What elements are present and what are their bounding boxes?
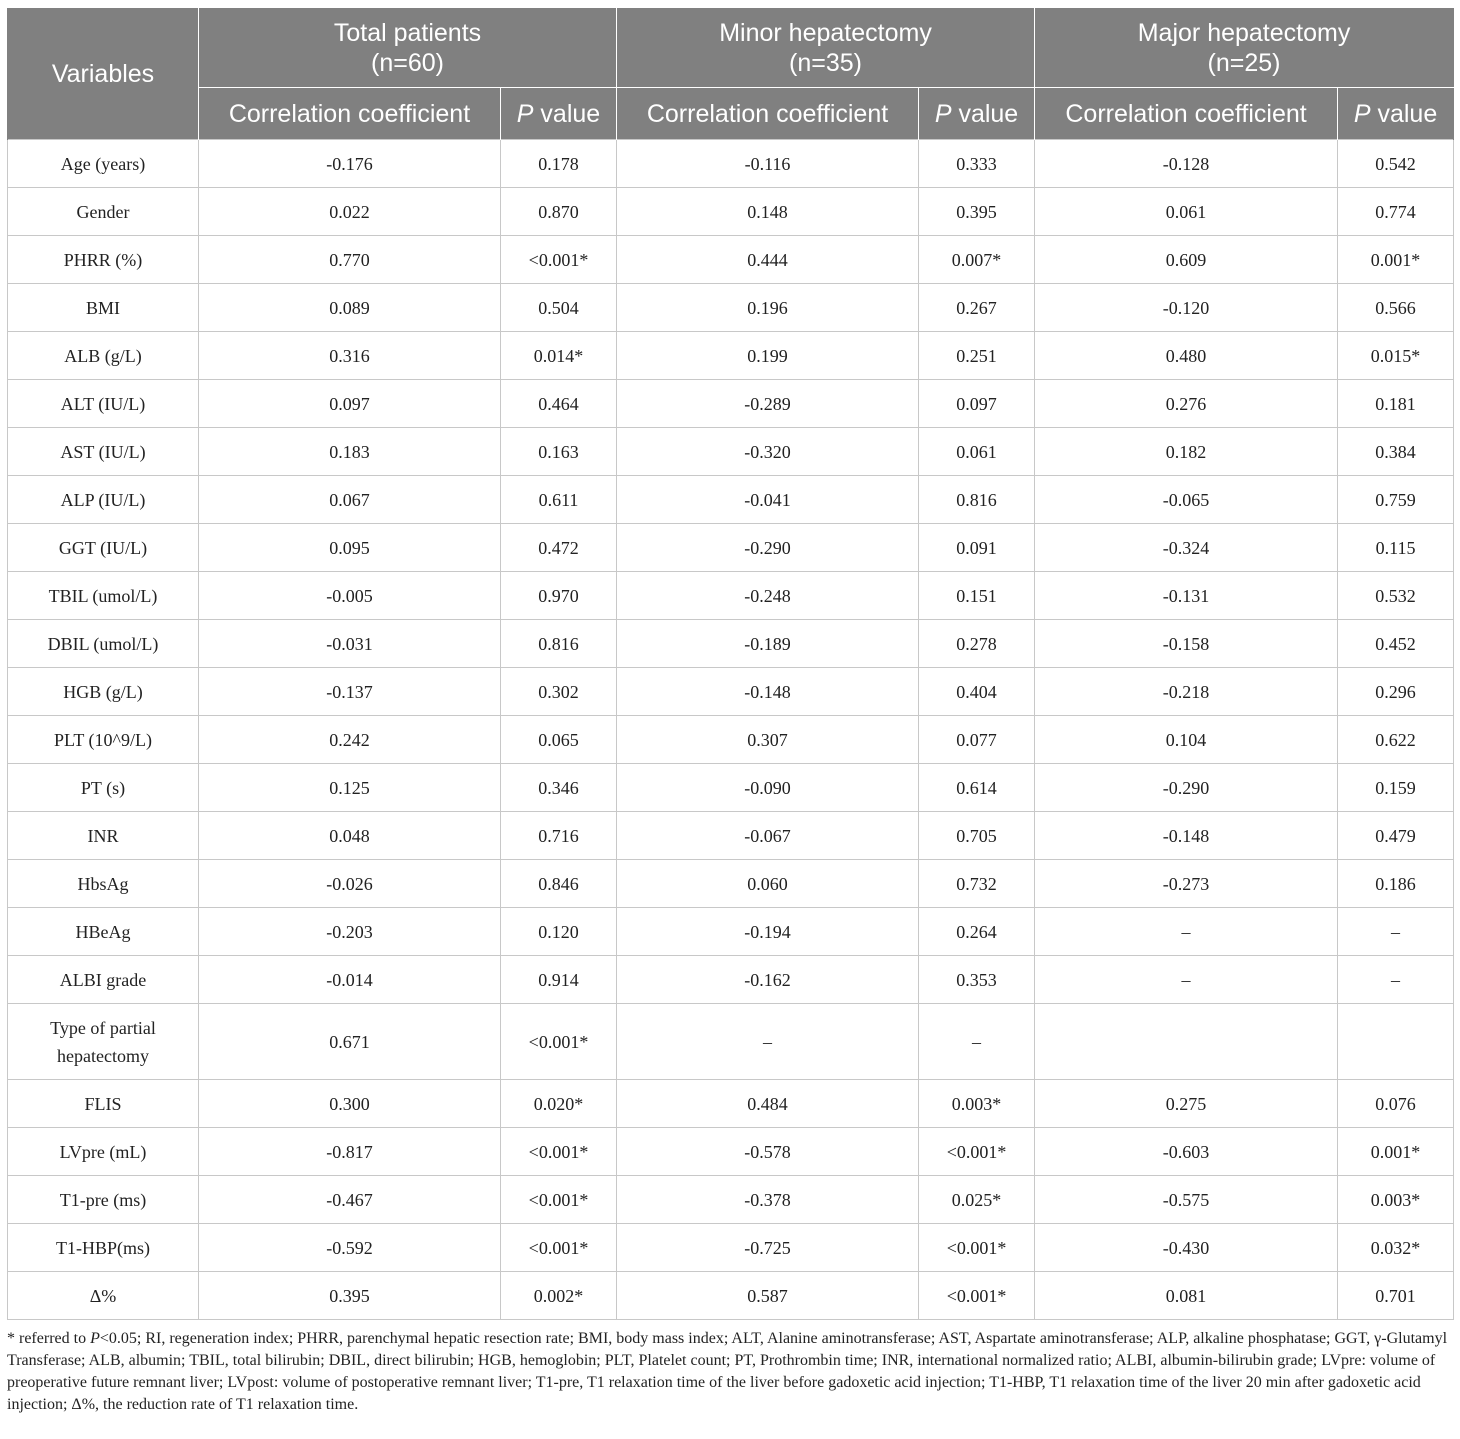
cell-p-value: 0.251 [919,332,1035,380]
row-variable: FLIS [8,1080,199,1128]
cell-p-value: 0.914 [501,956,617,1004]
p-rest: value [533,99,601,128]
cell-p-value: 0.120 [501,908,617,956]
cell-correlation: 0.300 [199,1080,501,1128]
cell-p-value: 0.701 [1338,1272,1454,1320]
cell-correlation: -0.176 [199,140,501,188]
cell-correlation: -0.324 [1035,524,1338,572]
cell-p-value: <0.001* [501,1176,617,1224]
row-variable: LVpre (mL) [8,1128,199,1176]
cell-correlation: -0.817 [199,1128,501,1176]
cell-correlation: -0.131 [1035,572,1338,620]
cell-p-value: 0.464 [501,380,617,428]
cell-p-value: 0.025* [919,1176,1035,1224]
cell-p-value: <0.001* [501,236,617,284]
cell-correlation: 0.089 [199,284,501,332]
cell-p-value: 0.003* [1338,1176,1454,1224]
group-n: (n=25) [1207,48,1281,77]
cell-correlation: 0.242 [199,716,501,764]
table-row [8,1272,1454,1320]
row-variable: Age (years) [8,140,199,188]
header-variables: Variables [8,8,199,140]
cell-correlation: 0.097 [199,380,501,428]
cell-p-value: 0.333 [919,140,1035,188]
header-group-total [199,8,617,88]
row-variable: ALB (g/L) [8,332,199,380]
cell-correlation: -0.378 [617,1176,919,1224]
cell-p-value: 0.774 [1338,188,1454,236]
table-row [8,1224,1454,1272]
cell-p-value: 0.077 [919,716,1035,764]
cell-correlation: 0.199 [617,332,919,380]
cell-correlation: 0.048 [199,812,501,860]
table-row [8,380,1454,428]
cell-p-value: 0.622 [1338,716,1454,764]
cell-correlation: 0.183 [199,428,501,476]
cell-p-value: 0.001* [1338,1128,1454,1176]
header-group-minor [617,8,1035,88]
cell-p-value: 0.020* [501,1080,617,1128]
row-variable: DBIL (umol/L) [8,620,199,668]
cell-correlation: 0.307 [617,716,919,764]
cell-correlation: -0.041 [617,476,919,524]
footnote-prefix: * referred to [7,1330,91,1347]
table-row [8,908,1454,956]
cell-correlation: -0.575 [1035,1176,1338,1224]
cell-correlation: -0.189 [617,620,919,668]
row-variable: TBIL (umol/L) [8,572,199,620]
p-rest: value [951,99,1019,128]
cell-correlation: 0.770 [199,236,501,284]
table-row [8,1004,1454,1080]
correlation-table [7,8,1454,1320]
cell-correlation: -0.026 [199,860,501,908]
cell-p-value: 0.611 [501,476,617,524]
row-variable: T1-HBP(ms) [8,1224,199,1272]
cell-p-value: <0.001* [501,1004,617,1080]
cell-correlation: -0.116 [617,140,919,188]
cell-correlation: 0.022 [199,188,501,236]
row-variable: PHRR (%) [8,236,199,284]
cell-correlation: -0.578 [617,1128,919,1176]
cell-p-value: 0.404 [919,668,1035,716]
cell-p-value: 0.001* [1338,236,1454,284]
cell-correlation: -0.014 [199,956,501,1004]
cell-p-value: 0.065 [501,716,617,764]
cell-p-value: 0.732 [919,860,1035,908]
cell-p-value: 0.302 [501,668,617,716]
cell-correlation: -0.320 [617,428,919,476]
table-row [8,428,1454,476]
cell-correlation: -0.289 [617,380,919,428]
cell-correlation: -0.592 [199,1224,501,1272]
cell-p-value: 0.186 [1338,860,1454,908]
cell-correlation: 0.060 [617,860,919,908]
row-variable: HbsAg [8,860,199,908]
cell-correlation: -0.031 [199,620,501,668]
row-variable: GGT (IU/L) [8,524,199,572]
cell-p-value: 0.716 [501,812,617,860]
cell-p-value: 0.614 [919,764,1035,812]
cell-p-value: 0.151 [919,572,1035,620]
cell-correlation: 0.095 [199,524,501,572]
header-p-value [1338,88,1454,140]
header-p-value [919,88,1035,140]
cell-p-value: 0.163 [501,428,617,476]
cell-correlation: -0.090 [617,764,919,812]
table-row [8,860,1454,908]
cell-correlation: 0.104 [1035,716,1338,764]
table-row [8,1080,1454,1128]
table-row [8,524,1454,572]
cell-p-value: – [1338,956,1454,1004]
cell-correlation: 0.316 [199,332,501,380]
cell-p-value: 0.479 [1338,812,1454,860]
row-variable: ALBI grade [8,956,199,1004]
cell-correlation: -0.194 [617,908,919,956]
cell-p-value: 0.705 [919,812,1035,860]
cell-correlation: -0.218 [1035,668,1338,716]
cell-correlation: 0.444 [617,236,919,284]
cell-correlation: -0.137 [199,668,501,716]
cell-correlation: -0.065 [1035,476,1338,524]
cell-correlation: -0.290 [617,524,919,572]
cell-correlation: 0.587 [617,1272,919,1320]
cell-p-value: 0.097 [919,380,1035,428]
cell-correlation: 0.148 [617,188,919,236]
cell-p-value: 0.178 [501,140,617,188]
header-p-value [501,88,617,140]
row-variable: ALT (IU/L) [8,380,199,428]
cell-p-value: 0.816 [501,620,617,668]
cell-p-value: 0.870 [501,188,617,236]
cell-correlation: -0.248 [617,572,919,620]
cell-p-value: <0.001* [501,1128,617,1176]
row-variable: PT (s) [8,764,199,812]
row-variable: PLT (10^9/L) [8,716,199,764]
group-title: Minor hepatectomy [719,18,932,47]
group-title: Major hepatectomy [1137,18,1351,47]
cell-p-value: 0.566 [1338,284,1454,332]
table-row [8,332,1454,380]
cell-p-value: 0.015* [1338,332,1454,380]
table-row [8,764,1454,812]
cell-p-value: 0.296 [1338,668,1454,716]
p-italic: P [1353,99,1371,128]
cell-correlation: -0.273 [1035,860,1338,908]
group-n: (n=60) [371,48,444,77]
p-italic: P [516,99,534,128]
cell-p-value: 0.159 [1338,764,1454,812]
cell-correlation: -0.430 [1035,1224,1338,1272]
header-correlation-coefficient: Correlation coefficient [199,88,501,140]
group-title: Total patients [333,18,482,47]
cell-p-value: <0.001* [919,1272,1035,1320]
cell-correlation: 0.125 [199,764,501,812]
cell-p-value: 0.267 [919,284,1035,332]
cell-correlation: -0.203 [199,908,501,956]
cell-correlation: 0.484 [617,1080,919,1128]
cell-correlation: -0.005 [199,572,501,620]
table-body [8,140,1454,1320]
row-variable: T1-pre (ms) [8,1176,199,1224]
cell-p-value: <0.001* [919,1224,1035,1272]
cell-p-value: 0.091 [919,524,1035,572]
cell-correlation: -0.603 [1035,1128,1338,1176]
cell-p-value: 0.115 [1338,524,1454,572]
cell-p-value: <0.001* [501,1224,617,1272]
header-group-major [1035,8,1454,88]
cell-p-value: 0.014* [501,332,617,380]
cell-p-value: 0.542 [1338,140,1454,188]
cell-p-value: 0.353 [919,956,1035,1004]
cell-correlation: 0.182 [1035,428,1338,476]
cell-correlation: 0.067 [199,476,501,524]
cell-p-value: 0.395 [919,188,1035,236]
cell-p-value: 0.032* [1338,1224,1454,1272]
cell-correlation: -0.128 [1035,140,1338,188]
table-row [8,572,1454,620]
header-correlation-coefficient: Correlation coefficient [1035,88,1338,140]
footnote-text: <0.05; RI, regeneration index; PHRR, parenchymal hepatic resection rate; BMI, body mass index; ALT, Alanine aminotransferase; AST, Aspartate aminotransferase; ALP, alkaline phosphatase; GGT, γ-Glutamyl Transferase; ALB, albumin; TBIL, total bilirubin; DBIL, direct bilirubin; HGB, hemoglobin; PLT, Platelet count; PT, Prothrombin time; INR, international normalized ratio; ALBI, albumin-bilirubin grade; LVpre: volume of preoperative future remnant liver; LVpost: volume of postoperative remnant liver; T1-pre, T1 relaxation time of the liver before gadoxetic acid injection; T1-HBP, T1 relaxation time of the liver 20 min after gadoxetic acid injection; Δ%, the reduction rate of T1 relaxation time. [7,1330,1448,1413]
cell-correlation: -0.290 [1035,764,1338,812]
cell-p-value: <0.001* [919,1128,1035,1176]
cell-p-value: 0.076 [1338,1080,1454,1128]
footnote-italic: P [90,1330,100,1347]
group-n: (n=35) [789,48,862,77]
table-row [8,620,1454,668]
cell-p-value: – [1338,908,1454,956]
cell-correlation: 0.671 [199,1004,501,1080]
row-variable: INR [8,812,199,860]
row-variable: Type of partial hepatectomy [8,1004,199,1080]
cell-correlation: 0.395 [199,1272,501,1320]
table-row [8,956,1454,1004]
cell-correlation: – [1035,956,1338,1004]
cell-p-value: – [919,1004,1035,1080]
cell-p-value: 0.003* [919,1080,1035,1128]
cell-correlation: -0.162 [617,956,919,1004]
cell-correlation: 0.196 [617,284,919,332]
cell-correlation: – [1035,908,1338,956]
cell-p-value: 0.346 [501,764,617,812]
header-correlation-coefficient: Correlation coefficient [617,88,919,140]
table-row [8,236,1454,284]
table-row [8,140,1454,188]
cell-p-value: 0.816 [919,476,1035,524]
table-row [8,284,1454,332]
cell-p-value: 0.846 [501,860,617,908]
cell-p-value: 0.002* [501,1272,617,1320]
cell-p-value: 0.759 [1338,476,1454,524]
cell-p-value: 0.504 [501,284,617,332]
cell-correlation: -0.067 [617,812,919,860]
row-variable: BMI [8,284,199,332]
table-row [8,1176,1454,1224]
cell-p-value: 0.061 [919,428,1035,476]
table-container [7,8,1453,1416]
table-row [8,716,1454,764]
cell-p-value: 0.532 [1338,572,1454,620]
cell-correlation: -0.467 [199,1176,501,1224]
table-header [8,8,1454,140]
cell-p-value: 0.452 [1338,620,1454,668]
cell-correlation: 0.480 [1035,332,1338,380]
cell-p-value [1338,1004,1454,1080]
p-italic: P [934,99,952,128]
cell-correlation: 0.081 [1035,1272,1338,1320]
table-row [8,668,1454,716]
row-variable: Δ% [8,1272,199,1320]
table-row [8,812,1454,860]
row-variable: HGB (g/L) [8,668,199,716]
cell-p-value: 0.278 [919,620,1035,668]
cell-correlation: – [617,1004,919,1080]
cell-correlation [1035,1004,1338,1080]
row-variable: AST (IU/L) [8,428,199,476]
cell-correlation: 0.275 [1035,1080,1338,1128]
cell-correlation: -0.148 [1035,812,1338,860]
p-rest: value [1370,99,1438,128]
cell-p-value: 0.007* [919,236,1035,284]
row-variable: HBeAg [8,908,199,956]
table-row [8,1128,1454,1176]
cell-correlation: 0.061 [1035,188,1338,236]
cell-p-value: 0.472 [501,524,617,572]
table-row [8,188,1454,236]
cell-correlation: -0.120 [1035,284,1338,332]
cell-p-value: 0.181 [1338,380,1454,428]
row-variable: ALP (IU/L) [8,476,199,524]
table-footnote [7,1328,1453,1416]
table-row [8,476,1454,524]
cell-correlation: 0.609 [1035,236,1338,284]
cell-correlation: -0.725 [617,1224,919,1272]
cell-correlation: -0.158 [1035,620,1338,668]
row-variable: Gender [8,188,199,236]
cell-correlation: 0.276 [1035,380,1338,428]
cell-p-value: 0.264 [919,908,1035,956]
cell-p-value: 0.384 [1338,428,1454,476]
cell-correlation: -0.148 [617,668,919,716]
cell-p-value: 0.970 [501,572,617,620]
